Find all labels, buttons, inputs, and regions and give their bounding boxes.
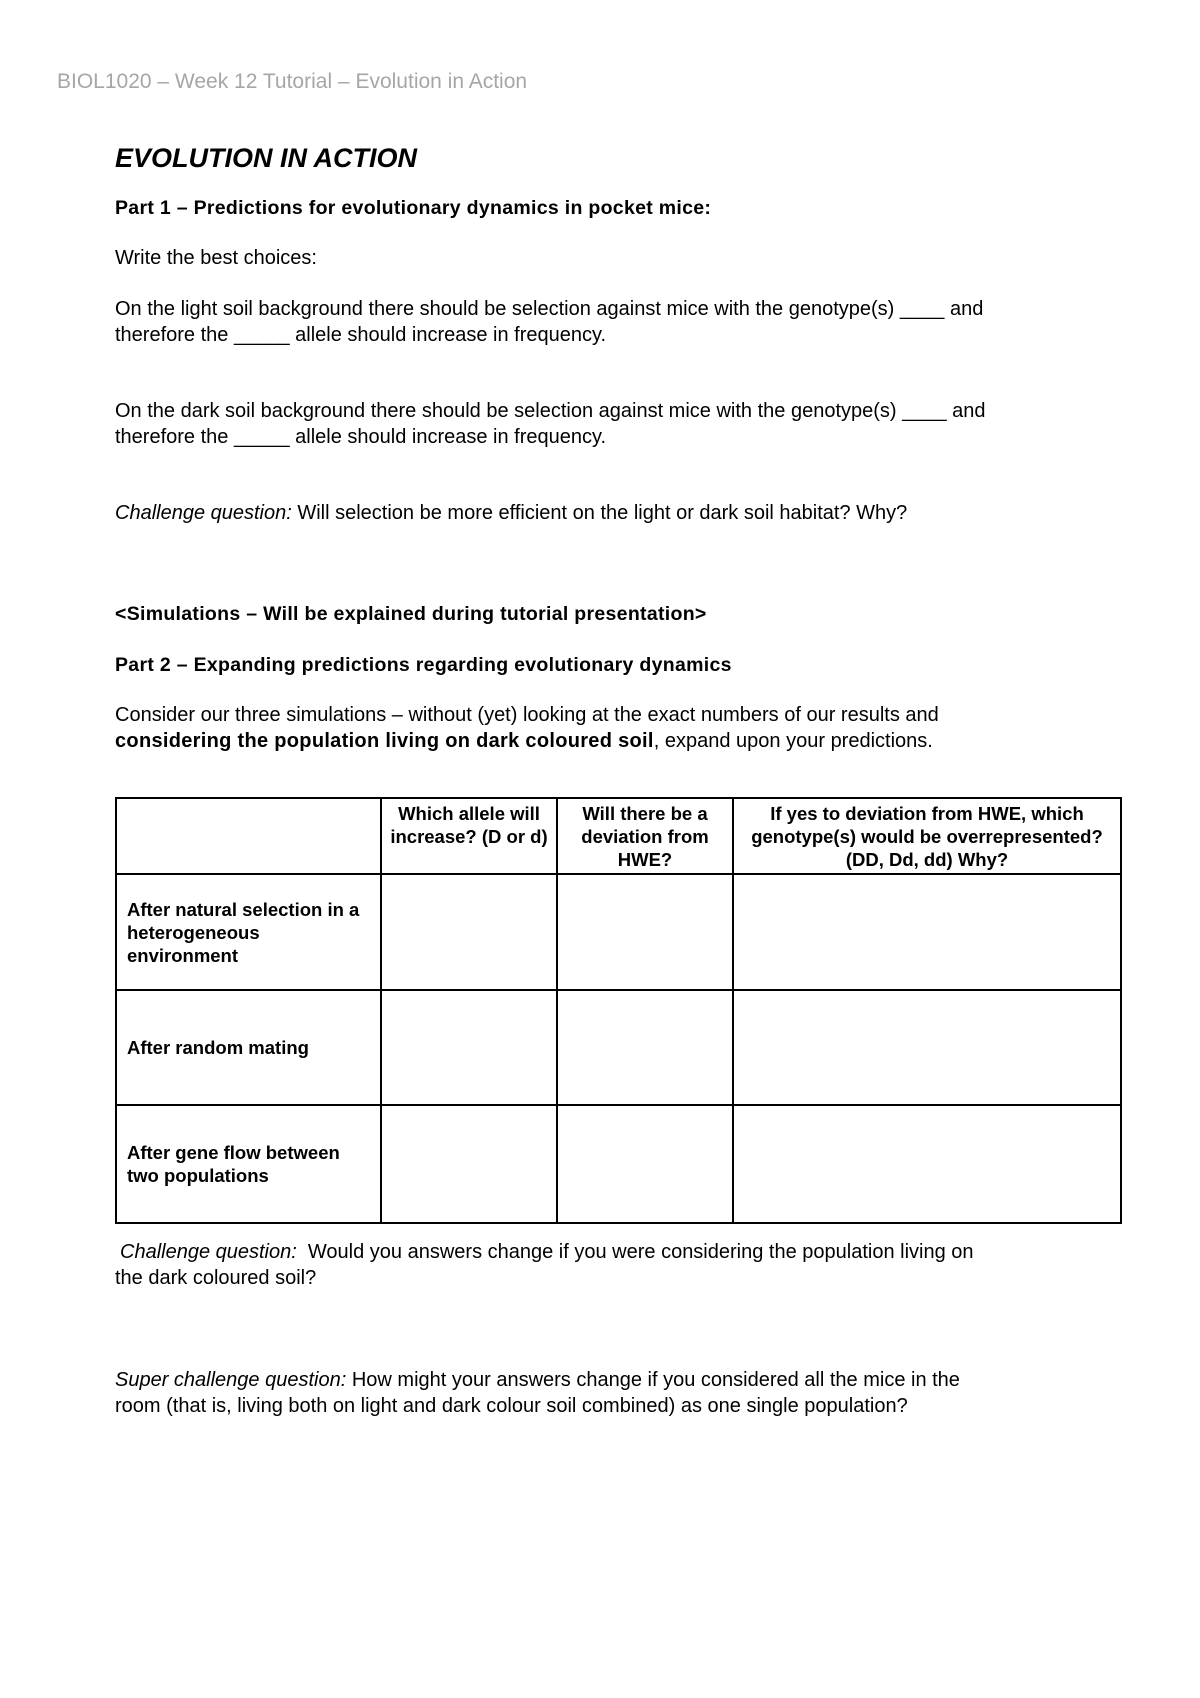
simulations-note: <Simulations – Will be explained during tutorial presentation> xyxy=(115,603,707,625)
running-header: BIOL1020 – Week 12 Tutorial – Evolution in Action xyxy=(57,70,528,93)
table-header-hwe-deviation: Will there be a deviation from HWE? xyxy=(557,798,733,874)
answer-cell[interactable] xyxy=(381,990,557,1105)
table-row xyxy=(116,1105,1121,1223)
part1-heading: Part 1 – Predictions for evolutionary dynamics in pocket mice: xyxy=(115,197,712,219)
answer-cell[interactable] xyxy=(381,874,557,990)
table-header-genotype: If yes to deviation from HWE, which genotype(s) would be overrepresented? (DD, Dd, dd) Why? xyxy=(733,798,1121,874)
answer-cell[interactable] xyxy=(733,874,1121,990)
predictions-table xyxy=(115,797,1122,1224)
light-soil-line1: On the light soil background there should be selection against mice with the genotype(s) ____ and xyxy=(115,298,984,320)
super-challenge-line1 xyxy=(115,1367,1120,1393)
table-header-row xyxy=(116,798,1121,874)
part2-intro-line1: Consider our three simulations – without (yet) looking at the exact numbers of our results and xyxy=(115,704,939,726)
table-header-empty xyxy=(116,798,381,874)
part2-intro-bold: considering the population living on dark coloured soil xyxy=(115,730,654,752)
challenge-text: Will selection be more efficient on the light or dark soil habitat? Why? xyxy=(291,502,908,524)
answer-cell[interactable] xyxy=(557,1105,733,1223)
dark-soil-line1: On the dark soil background there should be selection against mice with the genotype(s) ____ and xyxy=(115,400,986,422)
challenge2-label: Challenge question: xyxy=(120,1241,297,1263)
document-title: EVOLUTION IN ACTION xyxy=(115,143,417,173)
table-header-allele: Which allele will increase? (D or d) xyxy=(381,798,557,874)
answer-cell[interactable] xyxy=(381,1105,557,1223)
row-label-random-mating: After random mating xyxy=(116,990,381,1105)
challenge2-text-line1: Would you answers change if you were considering the population living on xyxy=(296,1241,974,1263)
part2-heading: Part 2 – Expanding predictions regarding evolutionary dynamics xyxy=(115,654,732,676)
super-challenge-label: Super challenge question: xyxy=(115,1369,347,1391)
part1-instruction: Write the best choices: xyxy=(115,247,317,269)
part1-challenge-question xyxy=(115,500,1120,526)
part2-intro-rest: , expand upon your predictions. xyxy=(653,730,933,752)
answer-cell[interactable] xyxy=(557,990,733,1105)
answer-cell[interactable] xyxy=(733,1105,1121,1223)
row-label-gene-flow: After gene flow between two populations xyxy=(116,1105,381,1223)
answer-cell[interactable] xyxy=(557,874,733,990)
row-label-natural-selection: After natural selection in a heterogeneous environment xyxy=(116,874,381,990)
answer-cell[interactable] xyxy=(733,990,1121,1105)
super-challenge-text-line1: How might your answers change if you considered all the mice in the xyxy=(346,1369,960,1391)
challenge2-line1 xyxy=(115,1239,1120,1265)
super-challenge-line2: room (that is, living both on light and dark colour soil combined) as one single population? xyxy=(115,1395,908,1417)
document-body xyxy=(115,141,1120,754)
post-table-questions xyxy=(115,1239,1120,1419)
table-row xyxy=(116,990,1121,1105)
challenge2-line2: the dark coloured soil? xyxy=(115,1267,317,1289)
dark-soil-line2: therefore the _____ allele should increase in frequency. xyxy=(115,426,607,448)
light-soil-line2: therefore the _____ allele should increase in frequency. xyxy=(115,324,607,346)
table-row xyxy=(116,874,1121,990)
challenge-label: Challenge question: xyxy=(115,502,292,524)
part2-intro-line2 xyxy=(115,728,1120,754)
